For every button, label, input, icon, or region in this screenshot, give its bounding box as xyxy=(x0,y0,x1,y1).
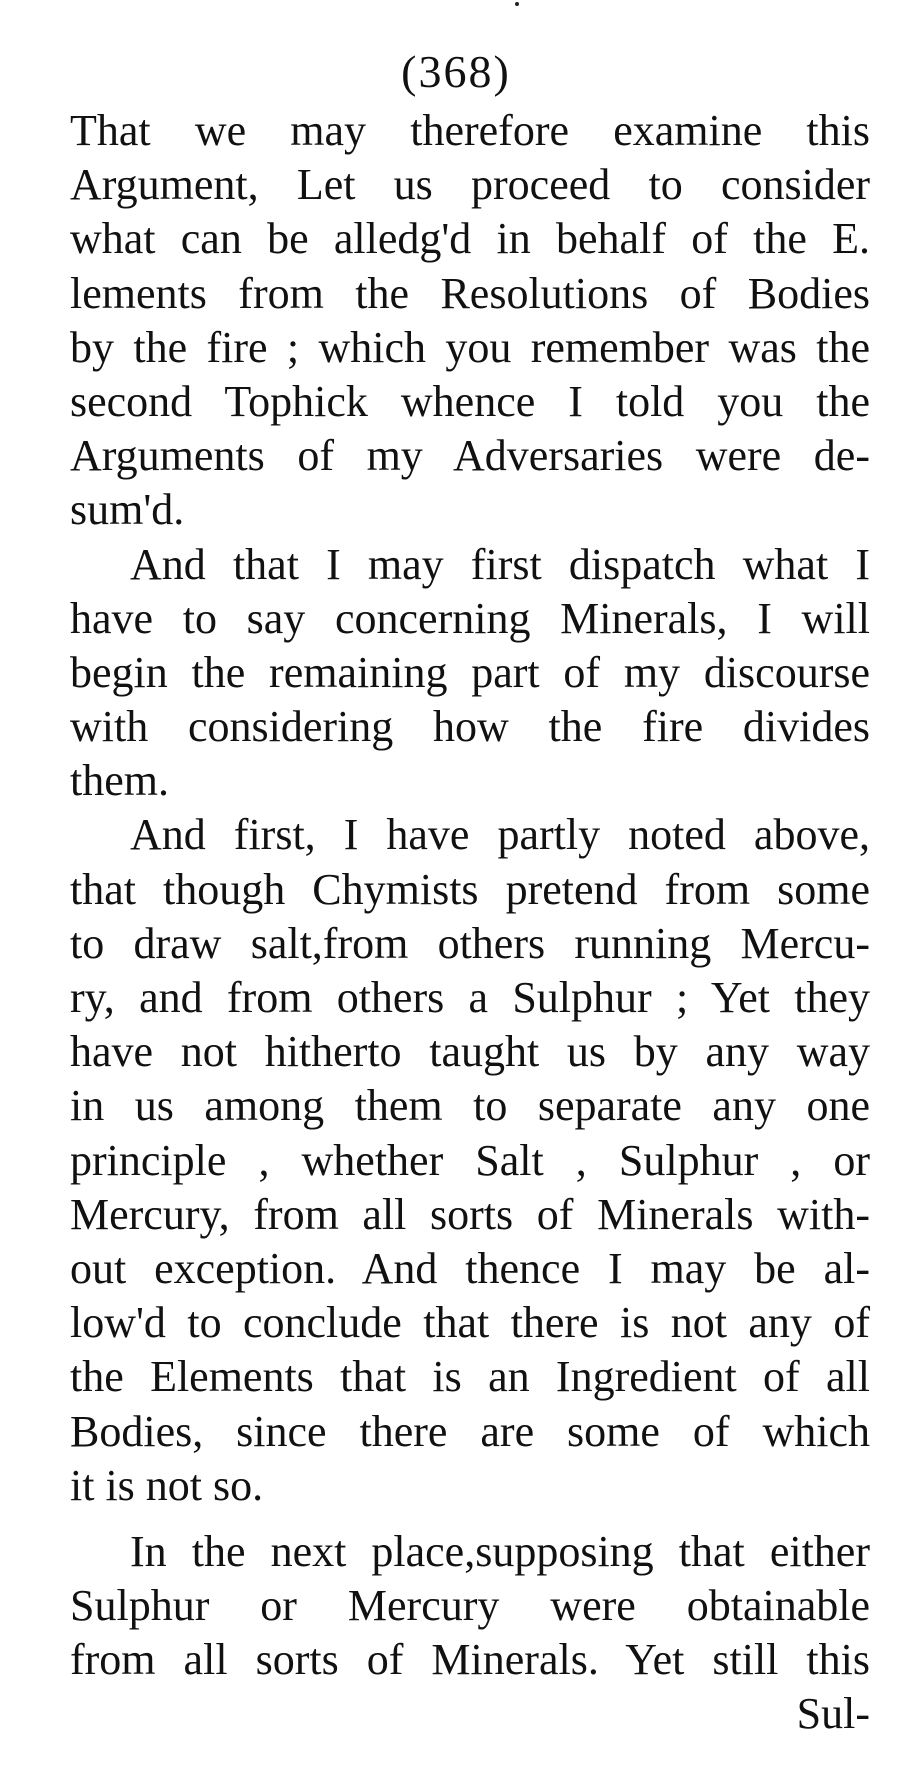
text-line: what can be alledg'd in behalf of the E. xyxy=(70,214,870,264)
text-line: with considering how the fire divides xyxy=(70,702,870,752)
ink-speck xyxy=(515,2,519,6)
text-line: that though Chymists pretend from some xyxy=(70,864,870,914)
text-line: have to say concerning Minerals, I will xyxy=(70,593,870,643)
text-line: Sulphur or Mercury were obtainable xyxy=(70,1581,870,1631)
text-line: low'd to conclude that there is not any of xyxy=(70,1298,870,1348)
text-line: Mercury, from all sorts of Minerals with- xyxy=(70,1189,870,1239)
text-line: Bodies, since there are some of which xyxy=(70,1406,870,1456)
text-line: them. xyxy=(70,756,169,806)
text-line: And that I may first dispatch what I xyxy=(130,539,870,589)
text-line: sum'd. xyxy=(70,485,185,535)
text-line: begin the remaining part of my discourse xyxy=(70,647,870,697)
paragraph xyxy=(70,104,870,538)
text-line: in us among them to separate any one xyxy=(70,1081,870,1131)
page-number: (368) xyxy=(401,46,511,97)
paragraph xyxy=(70,808,870,1512)
paragraph-gap xyxy=(70,1513,870,1525)
text-line: That we may therefore examine this xyxy=(70,106,870,155)
text-line: In the next place,supposing that either xyxy=(130,1526,870,1576)
text-line: it is not so. xyxy=(70,1460,264,1510)
text-line: out exception. And thence I may be al- xyxy=(70,1243,870,1293)
text-line: to draw salt,from others running Mercu- xyxy=(70,918,870,968)
paragraph xyxy=(70,538,870,809)
text-line: have not hitherto taught us by any way xyxy=(70,1027,870,1077)
text-line: lements from the Resolutions of Bodies xyxy=(70,268,870,318)
text-line: ry, and from others a Sulphur ; Yet they xyxy=(70,973,870,1022)
paragraph xyxy=(70,1525,870,1688)
text-line: second Tophick whence I told you the xyxy=(70,376,870,426)
text-line: the Elements that is an Ingredient of all xyxy=(70,1352,870,1402)
text-line: by the fire ; which you remember was the xyxy=(70,322,870,372)
body-text xyxy=(70,104,870,1742)
catchword: Sul- xyxy=(796,1689,870,1739)
text-line: Arguments of my Adversaries were de- xyxy=(70,431,870,481)
text-line: principle , whether Salt , Sulphur , or xyxy=(70,1135,870,1185)
text-line: And first, I have partly noted above, xyxy=(130,810,870,860)
text-line: from all sorts of Minerals. Yet still this xyxy=(70,1635,870,1685)
text-line: Argument, Let us proceed to consider xyxy=(70,160,870,210)
